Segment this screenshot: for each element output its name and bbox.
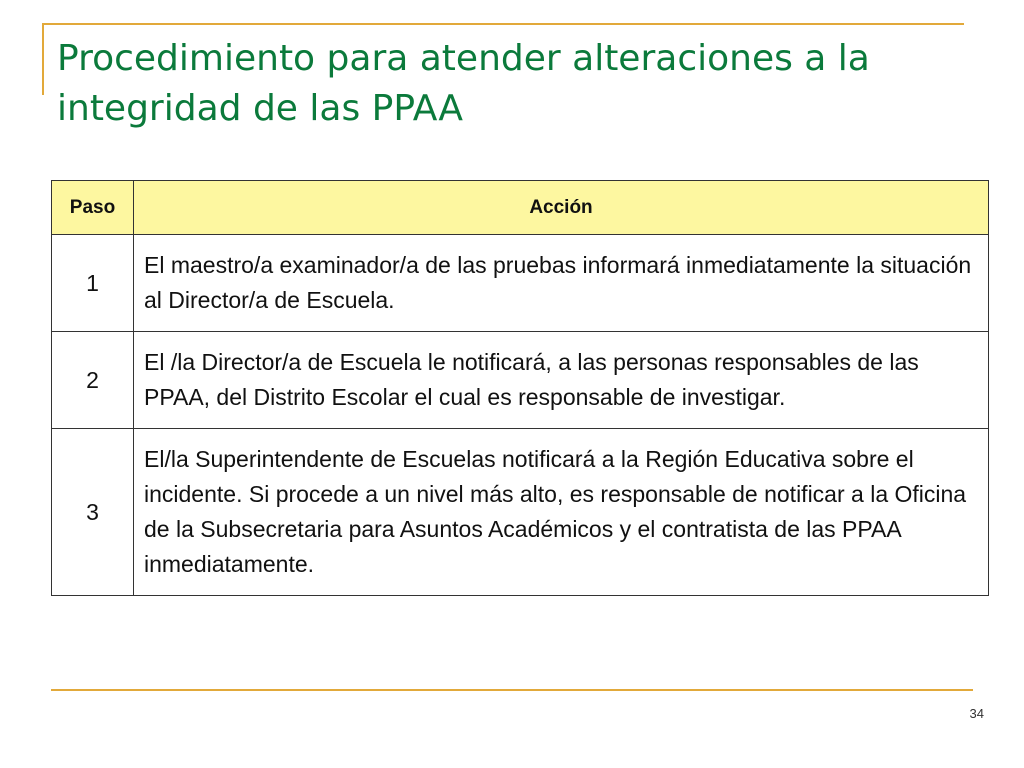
step-action: El /la Director/a de Escuela le notificará, a las personas responsables de las PPAA, del Distrito Escolar el cual es responsable de investigar. [134,332,989,429]
table-row [52,429,989,596]
title-frame-left-rule [42,23,44,95]
header-accion: Acción [134,181,989,235]
title-frame-top-rule [42,23,964,25]
footer-rule [51,689,973,691]
table-row [52,235,989,332]
table-row [52,332,989,429]
table-header-row [52,181,989,235]
header-paso: Paso [52,181,134,235]
step-action: El maestro/a examinador/a de las pruebas informará inmediatamente la situación al Director/a de Escuela. [134,235,989,332]
procedure-table [51,180,989,596]
step-number: 3 [52,429,134,596]
step-action: El/la Superintendente de Escuelas notificará a la Región Educativa sobre el incidente. Si procede a un nivel más alto, es responsable de notificar a la Oficina de la Subsecretaria para Asuntos Académicos y el contratista de las PPAA inmediatamente. [134,429,989,596]
page-number: 34 [969,706,984,721]
step-number: 1 [52,235,134,332]
step-number: 2 [52,332,134,429]
slide-title: Procedimiento para atender alteraciones a la integridad de las PPAA [57,38,870,129]
